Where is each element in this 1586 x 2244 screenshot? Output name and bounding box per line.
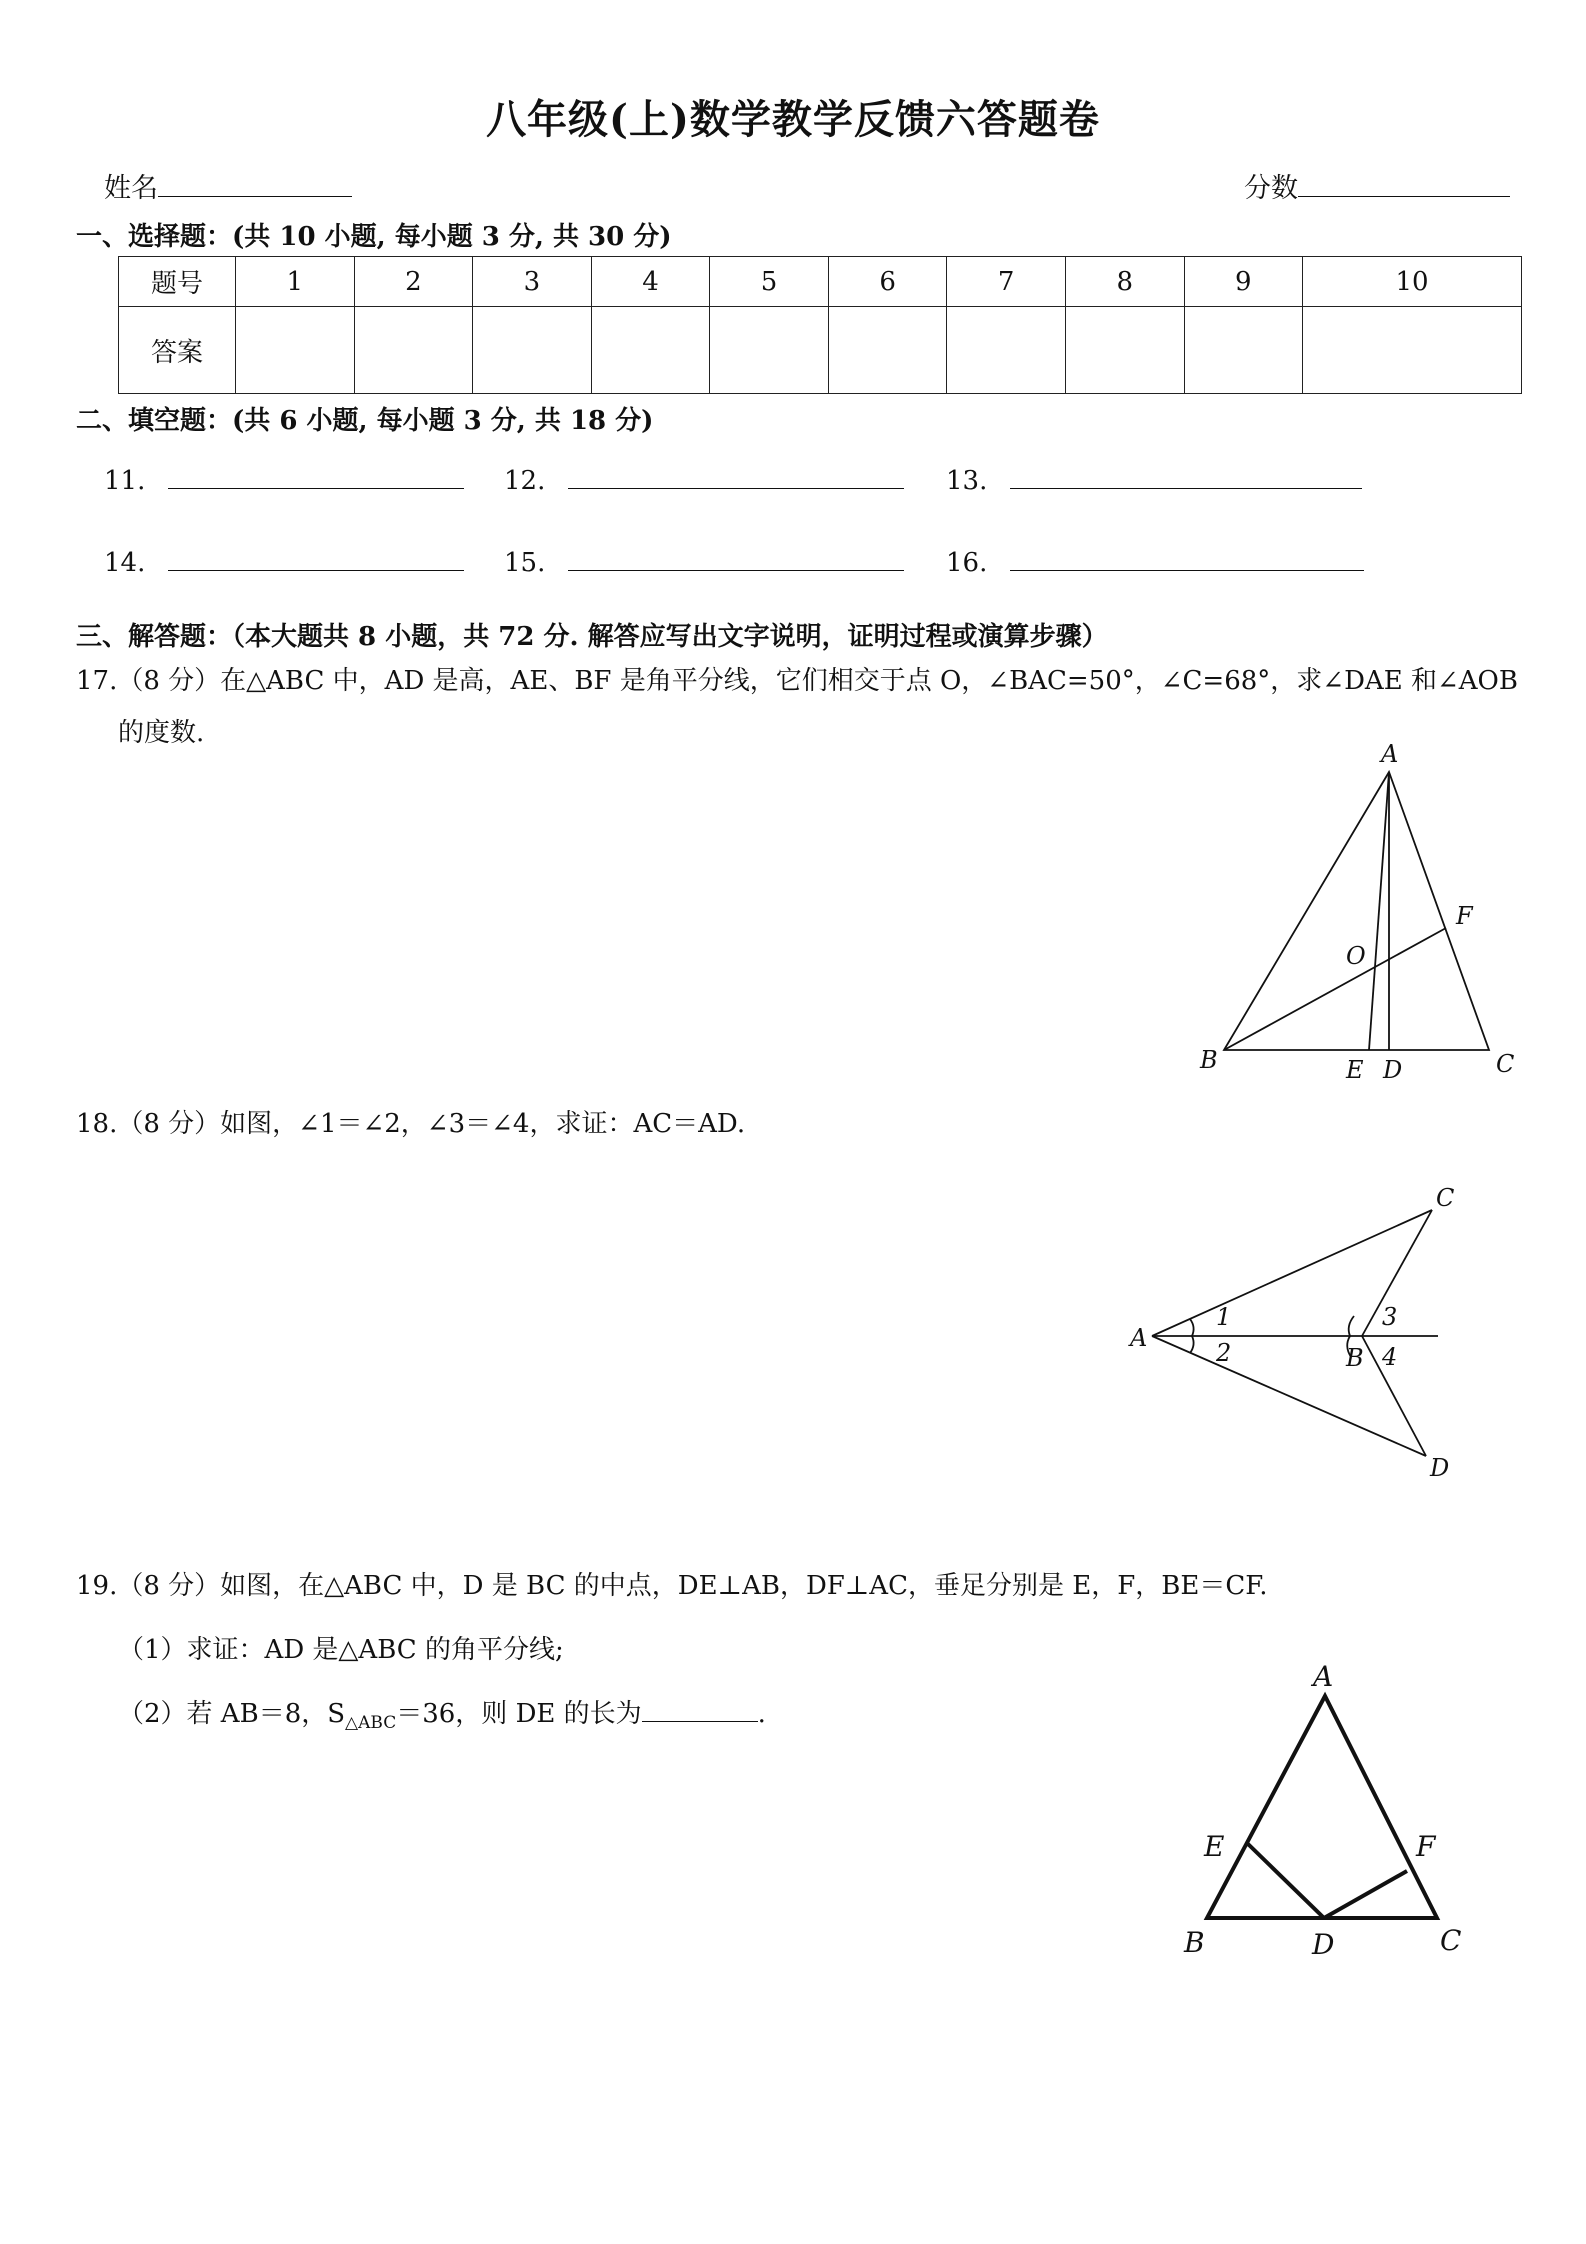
- label-D: D: [1383, 1056, 1403, 1084]
- label-A: A: [1130, 1324, 1148, 1352]
- angle-1-label: 1: [1216, 1303, 1232, 1331]
- question-number: 4: [591, 257, 710, 307]
- blank-16[interactable]: [946, 548, 1364, 578]
- label-A: A: [1313, 1660, 1334, 1693]
- blank-14[interactable]: [104, 548, 464, 578]
- answer-cell[interactable]: [947, 307, 1066, 394]
- question-number: 10: [1303, 257, 1522, 307]
- question-number: 1: [236, 257, 355, 307]
- score-label: 分数: [1244, 173, 1298, 204]
- blank-11[interactable]: [104, 466, 464, 496]
- label-O: O: [1346, 942, 1366, 970]
- question-number: 6: [828, 257, 947, 307]
- table-answer-label: 答案: [119, 307, 236, 394]
- section-choice-heading: 一、选择题：(共 10 小题, 每小题 3 分, 共 30 分): [76, 222, 672, 252]
- answer-table: [118, 256, 1522, 394]
- blank-number: 15.: [504, 548, 546, 578]
- table-header-label: 题号: [119, 257, 236, 307]
- answer-cell[interactable]: [354, 307, 473, 394]
- name-label: 姓名: [104, 173, 158, 204]
- question-19-part2: [118, 1688, 766, 1749]
- area-subscript: △ABC: [345, 1713, 397, 1734]
- label-E: E: [1346, 1056, 1364, 1084]
- answer-cell[interactable]: [1065, 307, 1184, 394]
- label-C: C: [1496, 1050, 1515, 1078]
- question-17-text-cont: 的度数.: [118, 718, 205, 748]
- label-B: B: [1200, 1046, 1218, 1074]
- label-F: F: [1416, 1830, 1436, 1863]
- label-B: B: [1184, 1926, 1205, 1959]
- label-F: F: [1456, 902, 1473, 930]
- score-underline: [1298, 170, 1510, 197]
- label-D: D: [1312, 1928, 1335, 1961]
- blank-underline: [168, 548, 464, 571]
- table-row: [119, 257, 1522, 307]
- question-number: 8: [1065, 257, 1184, 307]
- score-field[interactable]: [1244, 166, 1510, 205]
- figure-17-triangle: [1180, 728, 1540, 1098]
- answer-cell[interactable]: [1184, 307, 1303, 394]
- blank-underline: [568, 466, 904, 489]
- name-field[interactable]: [104, 166, 352, 205]
- question-19-text: 19.（8 分）如图，在△ABC 中，D 是 BC 的中点，DE⊥AB，DF⊥AC，垂足分别是 E，F，BE＝CF.: [76, 1571, 1268, 1601]
- blank-underline: [568, 548, 904, 571]
- answer-cell[interactable]: [236, 307, 355, 394]
- question-17-text: 17.（8 分）在△ABC 中，AD 是高，AE、BF 是角平分线，它们相交于点 O，∠BAC=50°，∠C=68°，求∠DAE 和∠AOB: [76, 666, 1518, 696]
- answer-cell[interactable]: [591, 307, 710, 394]
- blank-number: 16.: [946, 548, 988, 578]
- answer-cell[interactable]: [1303, 307, 1522, 394]
- angle-3-label: 3: [1382, 1303, 1398, 1331]
- blank-underline: [1010, 466, 1362, 489]
- label-B: B: [1346, 1344, 1364, 1372]
- name-underline: [158, 170, 352, 197]
- page-title: 八年级(上)数学教学反馈六答题卷: [486, 96, 1100, 143]
- angle-4-label: 4: [1382, 1343, 1398, 1371]
- question-number: 3: [473, 257, 592, 307]
- section-solve-heading: 三、解答题：（本大题共 8 小题，共 72 分. 解答应写出文字说明，证明过程或演算步骤）: [76, 622, 1108, 652]
- question-18-text: 18.（8 分）如图，∠1＝∠2，∠3＝∠4，求证：AC＝AD.: [76, 1109, 746, 1139]
- blank-number: 12.: [504, 466, 546, 496]
- question-number: 7: [947, 257, 1066, 307]
- answer-cell[interactable]: [710, 307, 829, 394]
- blank-underline: [1010, 548, 1364, 571]
- figure-19-triangle: [1180, 1660, 1500, 1970]
- question-number: 9: [1184, 257, 1303, 307]
- angle-2-label: 2: [1216, 1339, 1232, 1367]
- blank-15[interactable]: [504, 548, 904, 578]
- question-19-part1: （1）求证：AD 是△ABC 的角平分线;: [118, 1635, 564, 1665]
- label-C: C: [1440, 1924, 1462, 1957]
- label-D: D: [1430, 1454, 1450, 1482]
- label-A: A: [1381, 740, 1399, 768]
- label-E: E: [1204, 1830, 1225, 1863]
- answer-cell[interactable]: [473, 307, 592, 394]
- blank-number: 14.: [104, 548, 146, 578]
- section-fill-heading: 二、填空题：(共 6 小题, 每小题 3 分, 共 18 分): [76, 406, 654, 436]
- part2-end: .: [757, 1699, 766, 1729]
- blank-number: 11.: [104, 466, 146, 496]
- question-number: 5: [710, 257, 829, 307]
- part2-suffix: ＝36，则 DE 的长为: [396, 1699, 642, 1729]
- blank-12[interactable]: [504, 466, 904, 496]
- question-number: 2: [354, 257, 473, 307]
- blank-number: 13.: [946, 466, 988, 496]
- blank-underline: [168, 466, 464, 489]
- figure-18-kite: [1120, 1178, 1480, 1488]
- part2-prefix: （2）若 AB＝8，S: [118, 1699, 346, 1729]
- answer-cell[interactable]: [828, 307, 947, 394]
- table-row: [119, 307, 1522, 394]
- label-C: C: [1436, 1184, 1455, 1212]
- blank-13[interactable]: [946, 466, 1362, 496]
- answer-underline[interactable]: [642, 1699, 758, 1722]
